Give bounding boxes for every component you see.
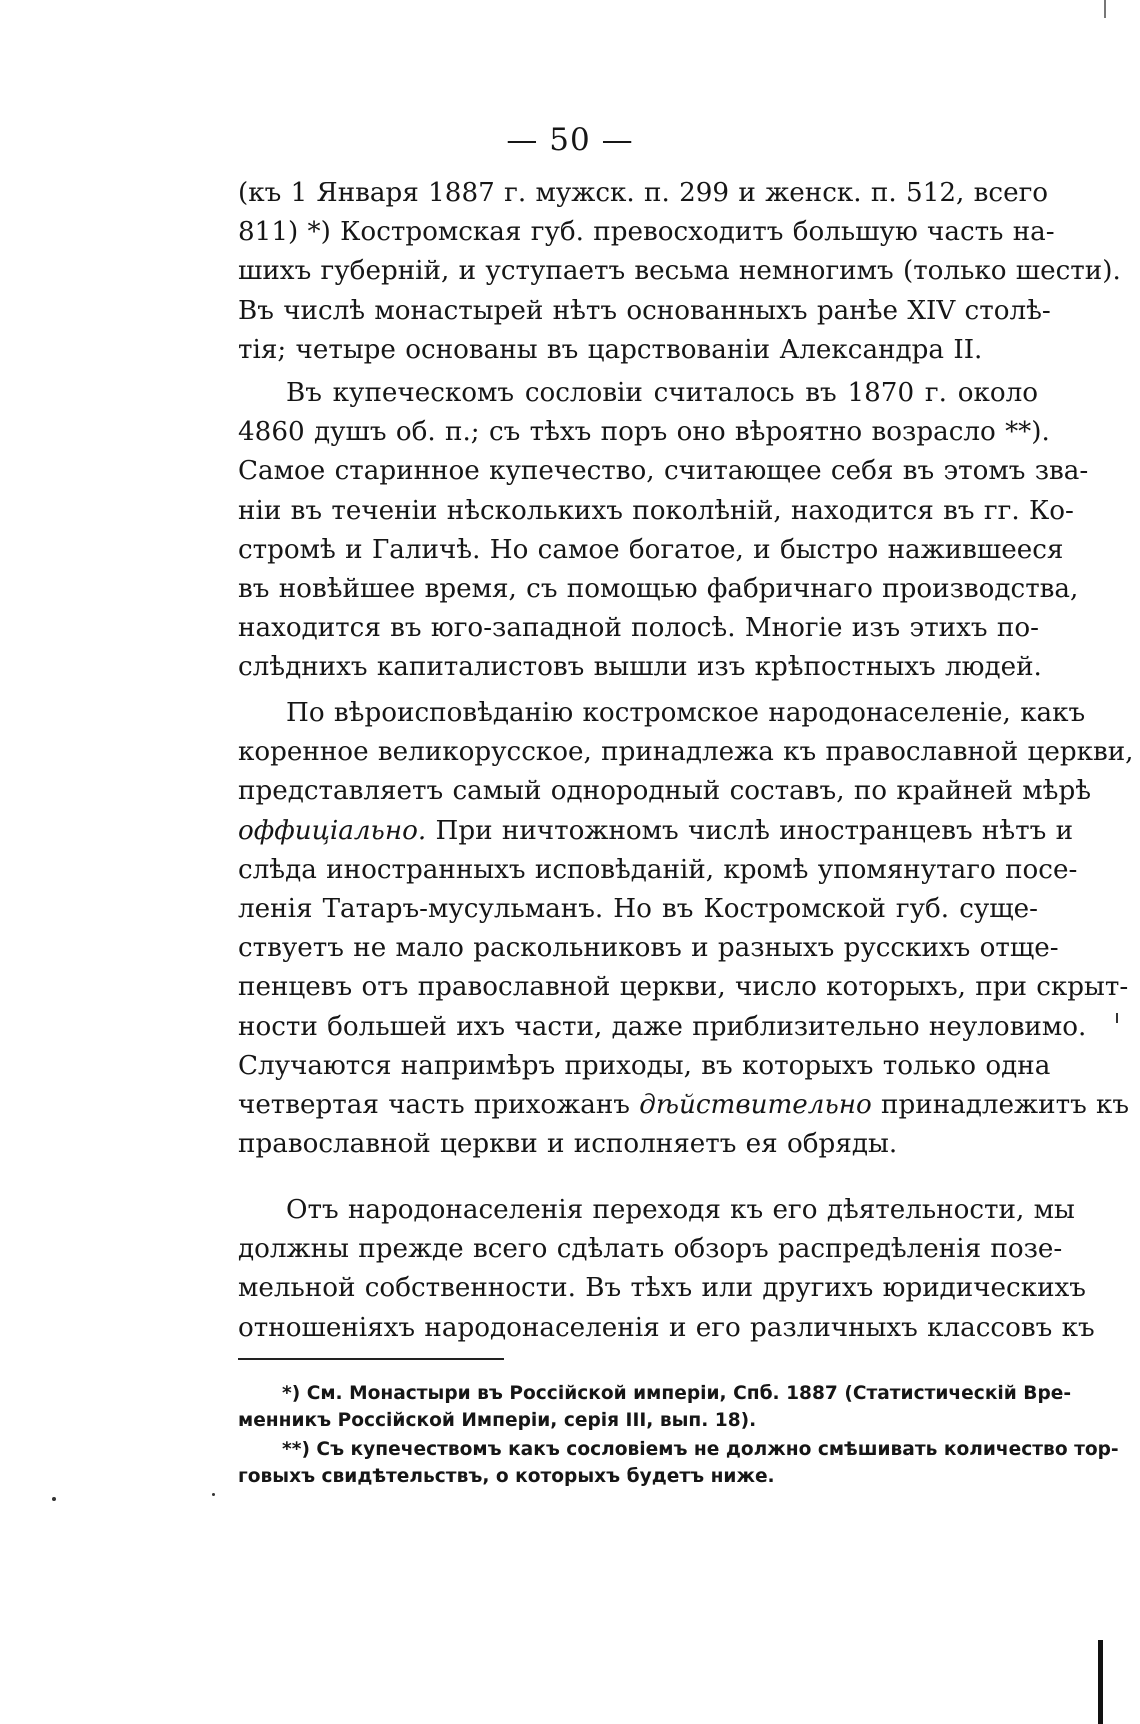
- paragraph-4: [238, 1191, 1095, 1348]
- scan-edge-mark: [1098, 1640, 1103, 1724]
- text-line: ности большей ихъ части, даже приблизительно неуловимо.: [238, 1011, 1087, 1042]
- scan-edge-mark: [1104, 0, 1106, 18]
- text-line: представляетъ самый однородный составъ, по крайней мѣрѣ: [238, 776, 1092, 807]
- paragraph-3: [238, 694, 1134, 1164]
- text-line: должны прежде всего сдѣлать обзоръ распредѣленія позе-: [238, 1234, 1063, 1265]
- text-line: находится въ юго-западной полосѣ. Многіе изъ этихъ по-: [238, 613, 1039, 644]
- text-fragment: При ничтожномъ числѣ иностранцевъ нѣтъ и: [426, 815, 1074, 846]
- text-line: православной церкви и исполняетъ ея обряды.: [238, 1129, 898, 1160]
- text-line: 4860 душъ об. п.; съ тѣхъ поръ оно вѣроятно возрасло **).: [238, 417, 1050, 448]
- text-line: слѣда иностранныхъ исповѣданій, кромѣ упомянутаго посе-: [238, 854, 1078, 885]
- footnote-divider: [238, 1358, 504, 1360]
- text-line: коренное великорусское, принадлежа къ православной церкви,: [238, 737, 1134, 768]
- text-line: мельной собственности. Въ тѣхъ или другихъ юридическихъ: [238, 1273, 1086, 1304]
- text-line-emphasis: [238, 812, 1074, 851]
- text-line: ствуетъ не мало раскольниковъ и разныхъ русскихъ отще-: [238, 933, 1059, 964]
- text-fragment: четвертая часть прихожанъ: [238, 1090, 640, 1121]
- paragraph-1: [238, 174, 1121, 370]
- text-line: пенцевъ отъ православной церкви, число которыхъ, при скрыт-: [238, 972, 1129, 1003]
- footnote-line: говыхъ свидѣтельствъ, о которыхъ будетъ ниже.: [238, 1466, 775, 1487]
- text-line: ніи въ теченіи нѣсколькихъ поколѣній, находится въ гг. Ко-: [238, 495, 1074, 526]
- text-line: Въ купеческомъ сословіи считалось въ 1870 г. около: [286, 378, 1038, 408]
- text-line: По вѣроисповѣданію костромское народонаселеніе, какъ: [286, 698, 1086, 728]
- footnote-2: [238, 1436, 1119, 1490]
- emphasis-text: дѣйствительно: [639, 1090, 872, 1121]
- text-line: стромѣ и Галичѣ. Но самое богатое, и быстро нажившееся: [238, 534, 1064, 565]
- footnote-1: [238, 1380, 1072, 1434]
- text-line: Самое старинное купечество, считающее себя въ этомъ зва-: [238, 456, 1089, 487]
- text-line: Отъ народонаселенія переходя къ его дѣятельности, мы: [286, 1195, 1075, 1225]
- text-line: шихъ губерній, и уступаетъ весьма немногимъ (только шести).: [238, 256, 1121, 287]
- text-line: ленія Татаръ-мусульманъ. Но въ Костромской губ. суще-: [238, 894, 1038, 925]
- text-line: въ новѣйшее время, съ помощью фабричнаго производства,: [238, 574, 1079, 605]
- scan-speck: [212, 1493, 215, 1496]
- text-line: тія; четыре основаны въ царствованіи Александра II.: [238, 334, 983, 365]
- scan-speck: [52, 1497, 56, 1501]
- text-line: Въ числѣ монастырей нѣтъ основанныхъ ранѣе XIV столѣ-: [238, 295, 1051, 326]
- scan-speck: [1116, 1013, 1118, 1023]
- text-line: Случаются напримѣръ приходы, въ которыхъ только одна: [238, 1050, 1051, 1081]
- text-line-emphasis: [238, 1086, 1130, 1125]
- text-line: отношеніяхъ народонаселенія и его различныхъ классовъ къ: [238, 1312, 1095, 1343]
- text-line: 811) *) Костромская губ. превосходитъ большую часть на-: [238, 217, 1055, 248]
- text-line: слѣднихъ капиталистовъ вышли изъ крѣпостныхъ людей.: [238, 652, 1042, 683]
- text-line: (къ 1 Января 1887 г. мужск. п. 299 и женск. п. 512, всего: [238, 178, 1049, 208]
- footnote-line: *) См. Монастыри въ Россійской имперіи, Спб. 1887 (Статистическій Вре-: [282, 1383, 1072, 1404]
- emphasis-text: оффиціально.: [238, 815, 427, 846]
- text-fragment: принадлежитъ къ: [871, 1090, 1130, 1121]
- paragraph-2: [238, 374, 1089, 688]
- page-number: — 50 —: [506, 122, 634, 158]
- footnote-line: менникъ Россійской Имперіи, серія III, вып. 18).: [238, 1410, 757, 1431]
- footnote-line: **) Съ купечествомъ какъ сословіемъ не должно смѣшивать количество тор-: [282, 1439, 1119, 1460]
